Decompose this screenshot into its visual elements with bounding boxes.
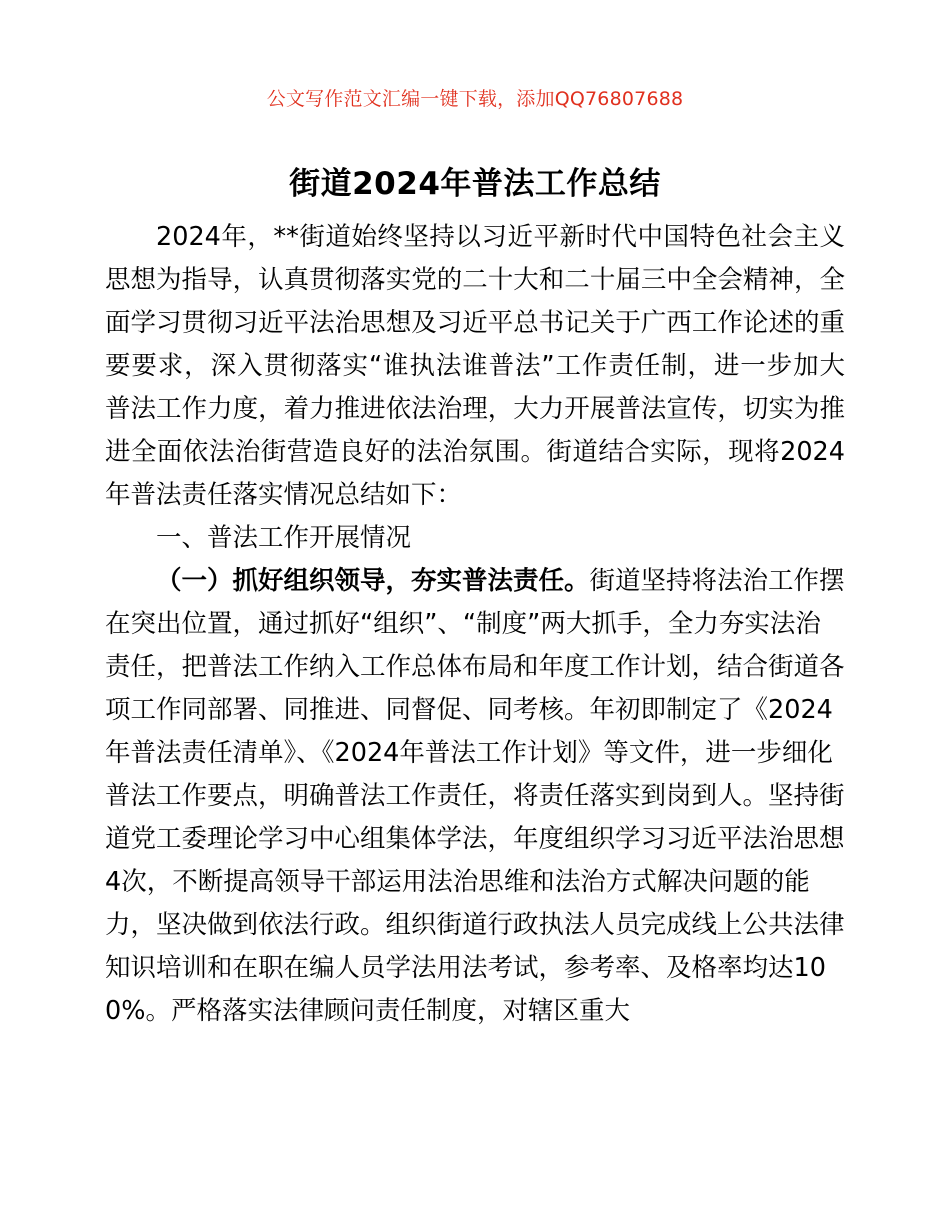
subsection-bold-lead: （一）抓好组织领导，夯实普法责任。 [156,566,590,596]
heading-section-one: 一、普法工作开展情况 [156,523,412,553]
paragraph-intro: 2024年，**街道始终坚持以习近平新时代中国特色社会主义思想为指导，认真贯彻落实党的二十大和二十届三中全会精神，全面学习贯彻习近平法治思想及习近平总书记关于广西工作论述的重要要求，深入贯彻落实“谁执法谁普法”工作责任制，进一步加大普法工作力度，着力推进依法治理，大力开展普法宣传，切实为推进全面依法治街营造良好的法治氛围。街道结合实际，现将2024年普法责任落实情况总结如下： [105,222,845,510]
subsection-body-text: 街道坚持将法治工作摆在突出位置，通过抓好“组织”、“制度”两大抓手，全力夯实法治责任，把普法工作纳入工作总体布局和年度工作计划，结合街道各项工作同部署、同推进、同督促、同考核。年初即制定了《2024年普法责任清单》、《2024年普法工作计划》等文件，进一步细化普法工作要点，明确普法工作责任，将责任落实到岗到人。坚持街道党工委理论学习中心组集体学法，年度组织学习习近平法治思想4次，不断提高领导干部运用法治思维和法治方式解决问题的能力，坚决做到依法行政。组织街道行政执法人员完成线上公共法律知识培训和在职在编人员学法用法考试，参考率、及格率均达100%。严格落实法律顾问责任制度，对辖区重大 [105,566,845,1026]
document-title: 街道2024年普法工作总结 [289,166,661,202]
promo-watermark-text: 公文写作范文汇编一键下载，添加QQ76807688 [266,88,684,110]
paragraph-section-1-1 [105,560,845,1033]
document-body [105,216,845,1033]
